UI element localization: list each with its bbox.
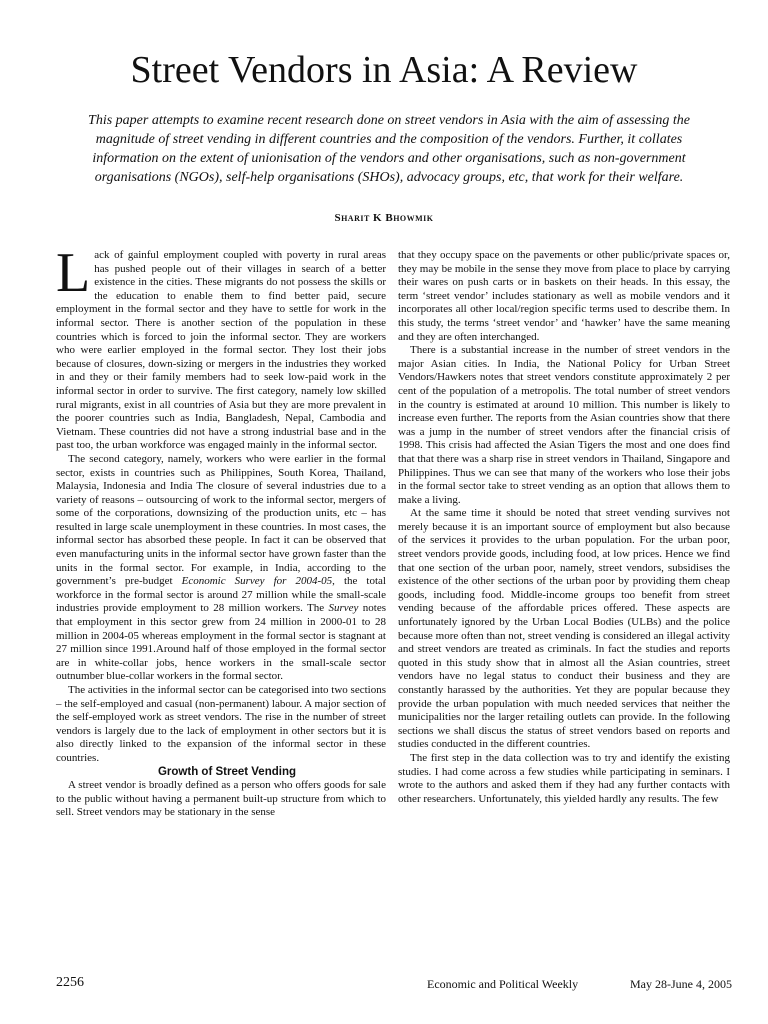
issue-date: May 28-June 4, 2005: [630, 977, 732, 991]
paragraph: A street vendor is broadly defined as a person who offers goods for sale to the public without having a permanent built-up structure from which to sell. Street vendors may be stationary in the sense: [56, 779, 386, 819]
italic-title: Survey: [328, 602, 359, 615]
author-name: Sharit K Bhowmik: [334, 212, 434, 224]
paragraph-text: notes that employment in this sector grew from 24 million in 2000-01 to 28 million in 2004-05 whereas employment in the formal sector is stagnant at 27 million since 1991.Around half of those employed in the formal sector are in white-collar jobs, hence workers in the small-scale sector outnumber blue-collar workers in the formal sector.: [56, 602, 386, 683]
page-title: Street Vendors in Asia: A Review: [130, 49, 638, 91]
paragraph-text: ack of gainful employment coupled with poverty in rural areas has pushed people out of their villages in search of a better existence in the cities. These migrants do not possess the skills or the education to enable them to find better paid, secure employment in the formal sector and they have to settle for work in the informal sector. There is another section of the population in these countries which is forced to join the informal sector. They are workers who were earlier employed in the formal sector. They lost their jobs because of closures, down-sizing or mergers in the industries they worked in and they or their family members had to seek low-paid work in the informal sector in order to survive. The first category, namely low skilled rural migrants, exist in all countries of Asia but they are more prevalent in the poorer countries such as India, Bangladesh, Nepal, Cambodia and Vietnam. These countries did not have a strong industrial base and in the past too, the urban workforce was engaged mainly in the informal sector.: [56, 249, 386, 452]
paragraph: The first step in the data collection was to try and identify the existing studies. I had come across a few studies while participating in seminars. I wrote to the authors and asked them if they had any further contacts with other researchers. Unfortunately, this yielded hardly any results. The few: [398, 751, 730, 805]
section-heading: Growth of Street Vending: [157, 765, 296, 778]
paragraph: At the same time it should be noted that street vending survives not merely because it is an important source of employment but also because of the services it provides to the urban population. For the urban poor, street vendors provide goods, including food, at low prices. Hence we find that one section of the urban poor, namely, street vendors, subsidises the existence of the other sections of the urban poor by providing them cheap goods, including food. Middle-income groups too benefit from street vending because of the affordable prices offered. These aspects are unfortunately ignored by the Urban Local Bodies (ULBs) and the police because more often than not, street vending is considered an illegal activity and street vendors are treated as criminals. In fact the studies and reports quoted in this study show that in almost all the Asian countries, street vendors have no legal status to conduct their business and they are constantly harassed by the authorities. Yet they are popular because they provide the urban population with much needed services that neither the municipalities nor the larger retailing outlets can provide. In the following sections we shall discus the status of street vendors based on reports and studies conducted in the different countries.: [398, 507, 730, 751]
paragraph: that they occupy space on the pavements or other public/private spaces or, they may be mobile in the sense they move from place to place by carrying their wares on push carts or in baskets on their heads. In this essay, the term ‘street vendor’ includes stationary as well as mobile vendors and it incorporates all other local/region specific terms used to describe them. In this study, the terms ‘street vendor’ and ‘hawker’ have the same meaning and they are often interchanged.: [398, 249, 730, 343]
italic-title: Economic Survey for 2004-05: [181, 575, 333, 588]
paragraph: There is a substantial increase in the number of street vendors in the major Asian cities. In India, the National Policy for Urban Street Vendors/Hawkers notes that street vendors constitute approximately 2 per cent of the population of a metropolis. The total number of street vendors in the country is estimated at around 10 million. This number is likely to increase even further. The reports from the Asian countries show that there was a jump in the number of street vendors after the financial crisis of 1998. This crisis had affected the Asian Tigers the most and one does find that that there was a sharp rise in street vendors in Thailand, Singapore and Philippines. Thus we can see that many of the workers who lose their jobs in the formal sector take to street vending as an option that allows them to make a living.: [398, 344, 730, 506]
paragraph: [56, 242, 386, 453]
paragraph: [56, 453, 386, 684]
paragraph-text: , the total workforce in the formal sector is around 27 million while the small-scale industries provide employment to 28 million workers. The: [56, 575, 386, 615]
paragraph-text: The second category, namely, workers who were earlier in the formal sector, exists in countries such as Philippines, South Korea, Thailand, Malaysia, Indonesia and India The closure of several industries due to a variety of reasons – outsourcing of work to the informal sector, mergers of some of the corporations, downsizing of the production units, etc – has resulted in large scale unemployment in these countries. In most cases, the informal sector has absorbed these people. In fact it can be observed that even manufacturing units in the informal sector have grown faster than the units in the formal sector. For example, in India, according to the government’s pre-budget: [56, 452, 386, 588]
abstract: This paper attempts to examine recent research done on street vendors in Asia with the aim of assessing the magnitude of street vending in different countries and the composition of the vendors. Further, it collates information on the extent of unionisation of the vendors and other organisations, such as non-government organisations (NGOs), self-help organisations (SHOs), advocacy groups, etc, that work for their welfare.: [88, 113, 690, 185]
journal-name: Economic and Political Weekly: [427, 977, 579, 991]
right-column: [398, 249, 730, 806]
left-column: [56, 242, 386, 820]
drop-cap: L: [56, 242, 91, 304]
paragraph: The activities in the informal sector can be categorised into two sections – the self-employed and casual (non-permanent) labour. A major section of the self-employed work as street vendors. The rise in the number of street vendors is largely due to the lack of employment in other sectors but it is also directly linked to the expansion of the informal sector in these countries.: [56, 684, 386, 764]
page-number: 2256: [56, 975, 84, 990]
